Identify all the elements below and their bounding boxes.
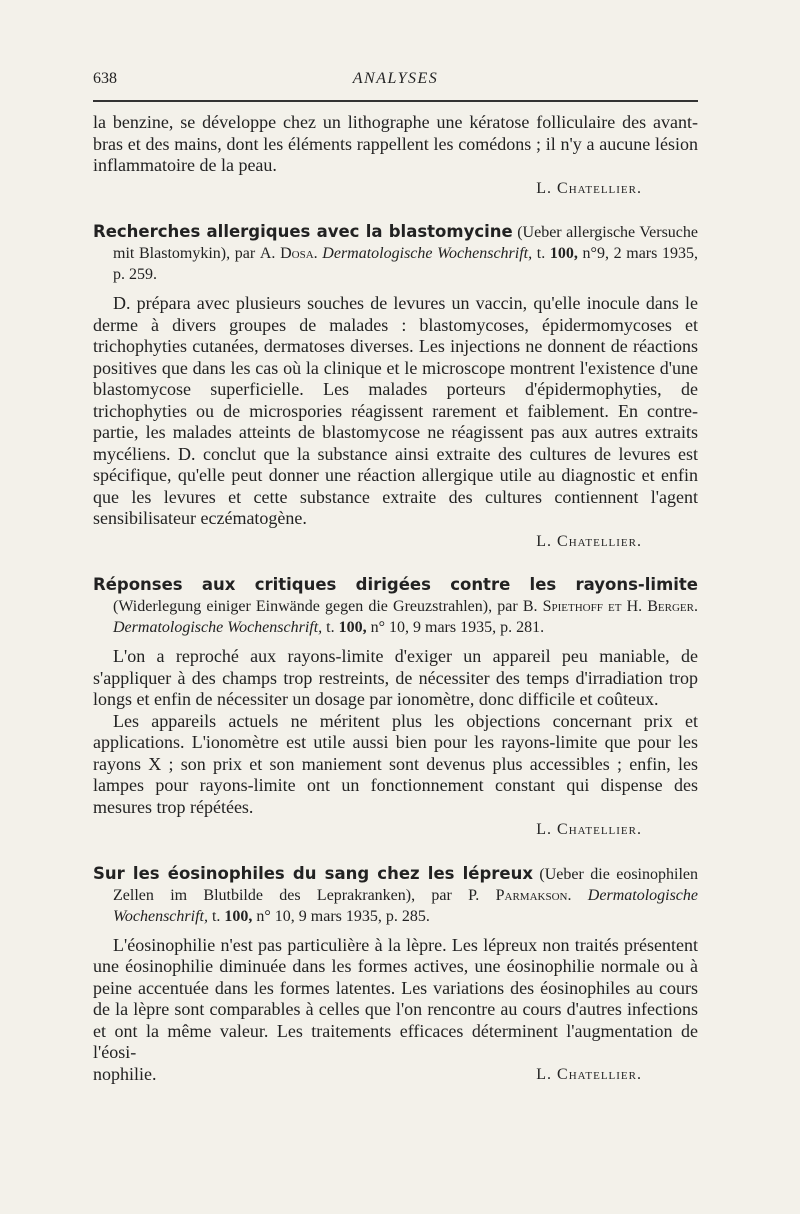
page-number: 638: [93, 70, 117, 87]
entry-journal: Dermatologische Wochenschrift,: [113, 886, 699, 925]
entry-paragraph: L'éosinophilie n'est pas particulière à la lèpre. Les lépreux non traités présentent une éosinophilie diminuée dans les formes actives, une éosinophilie normale ou à peine accentuée dans les formes latentes. Les variations des éosinophiles au cours de la lèpre sont comparables à celles que l'on rencontre au cours d'autres infections et ont la même valeur. Les traitements efficaces déterminent l'augmentation de l'éosi-: [93, 934, 698, 1062]
entry-title: Sur les éosinophiles du sang chez les lépreux: [93, 863, 533, 883]
entry-paragraph: Les appareils actuels ne méritent plus les objections concernant prix et applications. L'ionomètre est utile aussi bien pour les rayons-limite que pour les rayons X ; son prix et son maniement sont devenus plus accessibles ; enfin, les lampes pour rayons-limite ont un fonctionnement constant qui dispense des mesures trop répétées.: [93, 710, 698, 817]
header-rule: [93, 100, 698, 102]
entry-citation: Recherches allergiques avec la blastomycine (Ueber allergische Versuche mit Blastomykin), par A. Dosa. Dermatologische Wochenschrift, t. 100, n°9, 2 mars 1935, p. 259.: [93, 222, 699, 283]
entry-signature: L. Chatellier.: [536, 532, 642, 550]
abstract-entry-2: [93, 574, 698, 841]
entry-journal: Dermatologische Wochenschrift,: [113, 619, 323, 636]
entry-last-line: [93, 1064, 698, 1086]
entry-paragraph: D. prépara avec plusieurs souches de levures un vaccin, qu'elle inocule dans le derme à divers groupes de malades : blastomycoses, épidermomycoses et trichophyties cutanées, dermatoses diverses. Les injections ne donnent de réactions positives que dans les cas où la clinique et le microscope montrent l'existence d'une blastomycose superficielle. Les malades porteurs d'épidermophyties, de trichophyties ou de microspories réagissent rarement et faiblement. En contre-partie, les malades atteints de blastomycose ne réagissent pas aux autres extraits mycéliens. D. conclut que la substance ainsi extraite des cultures de levures est spécifique, qu'elle peut donner une réaction allergique utile au diagnostic et enfin que les levures et cette substance extraite des cultures contiennent l'agent sensibilisateur eczématogène.: [93, 293, 698, 528]
entry-signature: L. Chatellier.: [536, 821, 642, 838]
entry-author: A. Dosa.: [259, 245, 318, 262]
entry-journal: Dermatologische Wochenschrift,: [317, 245, 533, 262]
entry-title: Recherches allergiques avec la blastomycine: [93, 222, 513, 241]
entry-signature: L. Chatellier.: [536, 1065, 642, 1083]
abstract-entry-1: [93, 221, 698, 552]
entry-title: Réponses aux critiques dirigées contre les rayons-limite: [93, 575, 698, 594]
entry-paragraph: L'on a reproché aux rayons-limite d'exiger un appareil peu maniable, de s'appliquer à des champs trop restreints, de nécessiter des temps d'irradiation trop longs et enfin de nécessiter un dosage par ionomètre, donc difficile et coûteux.: [93, 646, 698, 709]
page-header: [93, 70, 698, 90]
intro-paragraph: la benzine, se développe chez un lithographe une kératose folliculaire des avant-bras et des mains, dont les éléments rappellent les comédons ; il n'y a aucune lésion inflammatoire de la peau.: [93, 112, 698, 175]
running-title: ANALYSES: [352, 70, 439, 87]
intro-signature: L. Chatellier.: [536, 179, 642, 197]
page-body: [93, 112, 698, 1085]
abstract-entry-3: [93, 863, 698, 1086]
entry-citation: Sur les éosinophiles du sang chez les lépreux (Ueber die eosinophilen Zellen im Blutbilde des Leprakranken), par P. Parmakson. Dermatologische Wochenschrift, t. 100, n° 10, 9 mars 1935, p. 285.: [93, 863, 699, 925]
entry-last-word: nophilie.: [93, 1063, 157, 1084]
entry-author: B. Spiethoff et H. Berger.: [522, 598, 698, 615]
entry-citation: Réponses aux critiques dirigées contre les rayons-limite (Widerlegung einiger Einwände gegen die Greuzstrahlen), par B. Spiethoff et H. Berger. Dermatologische Wochenschrift, t. 100, n° 10, 9 mars 1935, p. 281.: [93, 575, 698, 636]
entry-author: P. Parmakson.: [468, 886, 572, 904]
